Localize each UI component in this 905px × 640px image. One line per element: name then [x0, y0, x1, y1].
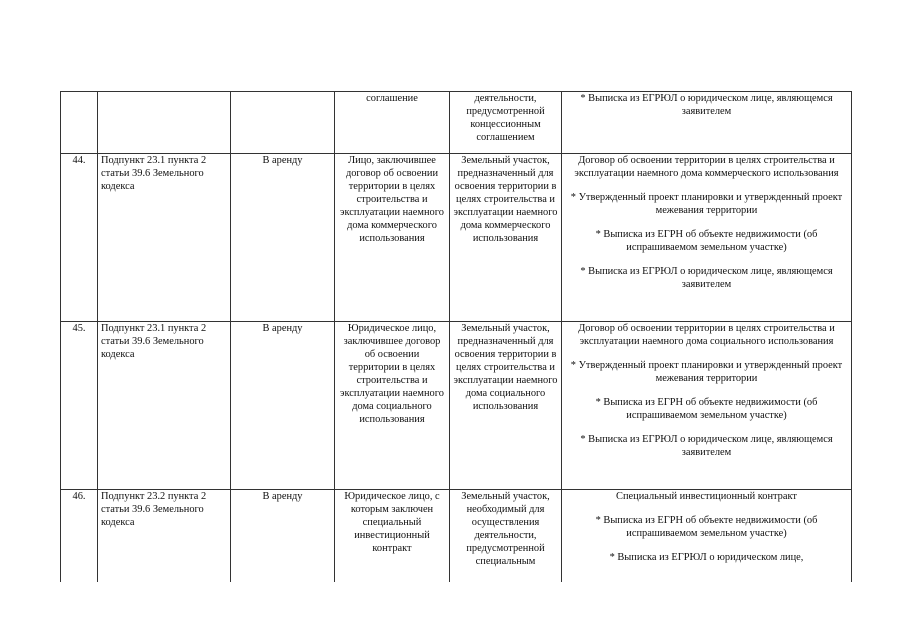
- land-documents-table: [60, 91, 852, 582]
- right-type-cell: В аренду: [231, 490, 335, 582]
- applicant-cell: Юридическое лицо, заключившее договор об освоении территории в целях строительства и эксплуатации наемного дома социального использования: [335, 322, 450, 490]
- applicant-cell: Лицо, заключившее договор об освоении территории в целях строительства и эксплуатации наемного дома коммерческого использования: [335, 154, 450, 322]
- row-number-cell: 46.: [61, 490, 98, 582]
- document-item: * Утвержденный проект планировки и утвержденный проект межевания территории: [570, 360, 843, 384]
- documents-cell: [562, 92, 852, 154]
- land-plot-cell: Земельный участок, предназначенный для освоения территории в целях строительства и эксплуатации наемного дома коммерческого использования: [450, 154, 562, 322]
- document-item: * Выписка из ЕГРН об объекте недвижимости (об испрашиваемом земельном участке): [595, 515, 818, 539]
- document-item: Специальный инвестиционный контракт: [616, 491, 797, 502]
- right-type-cell: [231, 92, 335, 154]
- document-item: Договор об освоении территории в целях строительства и эксплуатации наемного дома коммерческого использования: [574, 155, 839, 179]
- document-item: * Выписка из ЕГРЮЛ о юридическом лице, являющемся заявителем: [580, 93, 833, 117]
- row-number-cell: 45.: [61, 322, 98, 490]
- basis-cell: [98, 92, 231, 154]
- land-plot-cell: деятельности, предусмотренной концессионным соглашением: [450, 92, 562, 154]
- document-item: Договор об освоении территории в целях строительства и эксплуатации наемного дома социального использования: [578, 323, 835, 347]
- applicant-cell: соглашение: [335, 92, 450, 154]
- row-number-cell: [61, 92, 98, 154]
- document-item: * Выписка из ЕГРН об объекте недвижимости (об испрашиваемом земельном участке): [595, 397, 818, 421]
- right-type-cell: В аренду: [231, 322, 335, 490]
- basis-cell: Подпункт 23.2 пункта 2 статьи 39.6 Земельного кодекса: [98, 490, 231, 582]
- table-row: [61, 154, 852, 322]
- document-item: * Выписка из ЕГРЮЛ о юридическом лице, являющемся заявителем: [580, 434, 833, 458]
- table-row-continued: [61, 92, 852, 154]
- applicant-cell: Юридическое лицо, с которым заключен специальный инвестиционный контракт: [335, 490, 450, 582]
- basis-cell: Подпункт 23.1 пункта 2 статьи 39.6 Земельного кодекса: [98, 322, 231, 490]
- document-item: * Утвержденный проект планировки и утвержденный проект межевания территории: [570, 192, 843, 216]
- land-plot-cell: Земельный участок, предназначенный для освоения территории в целях строительства и эксплуатации наемного дома социального использования: [450, 322, 562, 490]
- right-type-cell: В аренду: [231, 154, 335, 322]
- land-plot-cell: Земельный участок, необходимый для осуществления деятельности, предусмотренной специальным: [450, 490, 562, 582]
- document-item: * Выписка из ЕГРН об объекте недвижимости (об испрашиваемом земельном участке): [595, 229, 818, 253]
- documents-cell: [562, 490, 852, 582]
- table-row: [61, 322, 852, 490]
- document-item: * Выписка из ЕГРЮЛ о юридическом лице, являющемся заявителем: [580, 266, 833, 290]
- document-item: * Выписка из ЕГРЮЛ о юридическом лице,: [609, 552, 804, 563]
- table-row: [61, 490, 852, 582]
- row-number-cell: 44.: [61, 154, 98, 322]
- basis-cell: Подпункт 23.1 пункта 2 статьи 39.6 Земельного кодекса: [98, 154, 231, 322]
- documents-cell: [562, 154, 852, 322]
- documents-cell: [562, 322, 852, 490]
